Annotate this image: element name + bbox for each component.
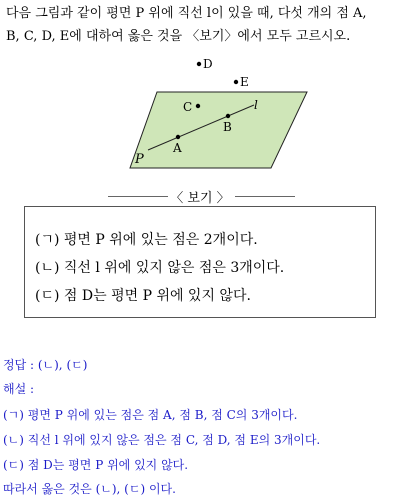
point-a <box>176 135 180 139</box>
explanation-header: 해설 : <box>3 382 35 396</box>
bogi-title: 〈 보기 〉 <box>170 191 230 206</box>
question-line-1: 다음 그림과 같이 평면 P 위에 직선 l이 있을 때, 다섯 개의 점 A, <box>6 6 367 21</box>
explanation-line-1: (ㄱ) 평면 P 위에 있는 점은 점 A, 점 B, 점 C의 3개이다. <box>3 408 298 422</box>
question-line-2: B, C, D, E에 대하여 옳은 것을 〈보기〉에서 모두 고르시오. <box>6 29 351 44</box>
bogi-item-3: (ㄷ) 점 D는 평면 P 위에 있지 않다. <box>35 288 251 304</box>
label-b: B <box>223 120 232 134</box>
label-c: C <box>183 100 193 114</box>
bogi-title-rule-right <box>235 196 295 197</box>
plane-p <box>130 92 307 168</box>
point-c <box>196 104 200 108</box>
label-p: P <box>135 152 144 167</box>
label-a: A <box>173 141 182 155</box>
label-e: E <box>240 75 249 89</box>
label-d: D <box>203 57 213 71</box>
explanation-line-3: (ㄷ) 점 D는 평면 P 위에 있지 않다. <box>3 458 189 472</box>
plane-figure <box>0 50 400 180</box>
question-text <box>6 2 396 48</box>
answer-line: 정답 : (ㄴ), (ㄷ) <box>3 358 88 372</box>
bogi-item-1: (ㄱ) 평면 P 위에 있는 점은 2개이다. <box>35 232 258 248</box>
point-d <box>197 62 201 66</box>
explanation-line-4: 따라서 옳은 것은 (ㄴ), (ㄷ) 이다. <box>3 482 176 496</box>
bogi-item-2: (ㄴ) 직선 l 위에 있지 않은 점은 3개이다. <box>35 260 285 276</box>
point-e <box>234 80 238 84</box>
label-l: l <box>254 98 258 112</box>
explanation-line-2: (ㄴ) 직선 l 위에 있지 않은 점은 점 C, 점 D, 점 E의 3개이다. <box>3 433 321 447</box>
point-b <box>226 114 230 118</box>
bogi-box <box>24 206 376 318</box>
